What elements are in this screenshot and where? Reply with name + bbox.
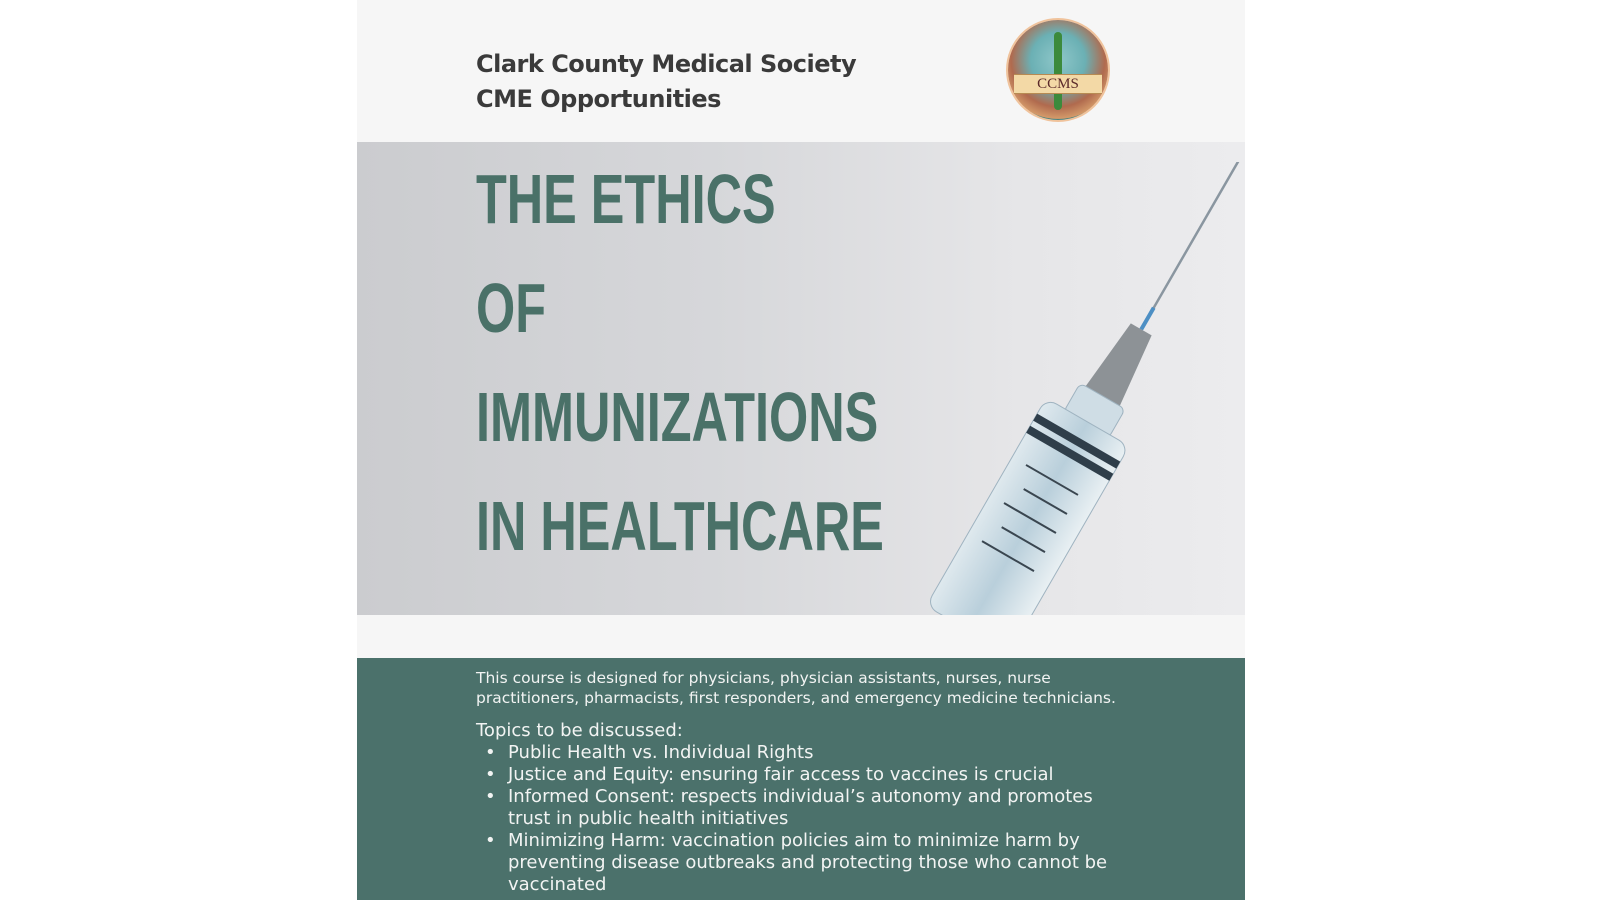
bullet-icon: • [485, 764, 496, 785]
title-line-1: THE ETHICS [476, 160, 776, 238]
title-line-3: IMMUNIZATIONS [476, 378, 879, 456]
topic-item [476, 764, 1136, 786]
bullet-icon: • [485, 742, 496, 763]
cactus-staff-icon [1054, 32, 1062, 110]
section-spacer [357, 615, 1245, 658]
course-info-panel [357, 658, 1245, 900]
topic-item [476, 786, 1136, 830]
topics-list [476, 742, 1136, 896]
title-line-4: IN HEALTHCARE [476, 487, 884, 565]
flyer-header [357, 0, 1245, 142]
flyer [357, 0, 1245, 900]
course-intro: This course is designed for physicians, physician assistants, nurses, nurse practitioners, pharmacists, first responders, and emergency medicine technicians. [476, 669, 1116, 707]
hero-image-section [357, 142, 1245, 615]
topic-text: Justice and Equity: ensuring fair access to vaccines is crucial [508, 764, 1054, 785]
topic-item [476, 742, 1136, 764]
topic-text: Minimizing Harm: vaccination policies aim to minimize harm by preventing disease outbreaks and protecting those who cannot be vaccinated [508, 830, 1108, 895]
bullet-icon: • [485, 786, 496, 807]
topic-text: Public Health vs. Individual Rights [508, 742, 814, 763]
topic-item [476, 830, 1136, 896]
bullet-icon: • [485, 830, 496, 851]
title-line-2: OF [476, 269, 546, 347]
syringe-icon [837, 162, 1245, 615]
org-name: Clark County Medical Society [476, 50, 857, 78]
topic-text: Informed Consent: respects individual’s autonomy and promotes trust in public health initiatives [508, 786, 1093, 829]
topics-label: Topics to be discussed: [476, 720, 683, 741]
ccms-logo [1008, 20, 1108, 120]
org-subtitle: CME Opportunities [476, 85, 721, 113]
logo-banner: CCMS [1014, 74, 1102, 94]
